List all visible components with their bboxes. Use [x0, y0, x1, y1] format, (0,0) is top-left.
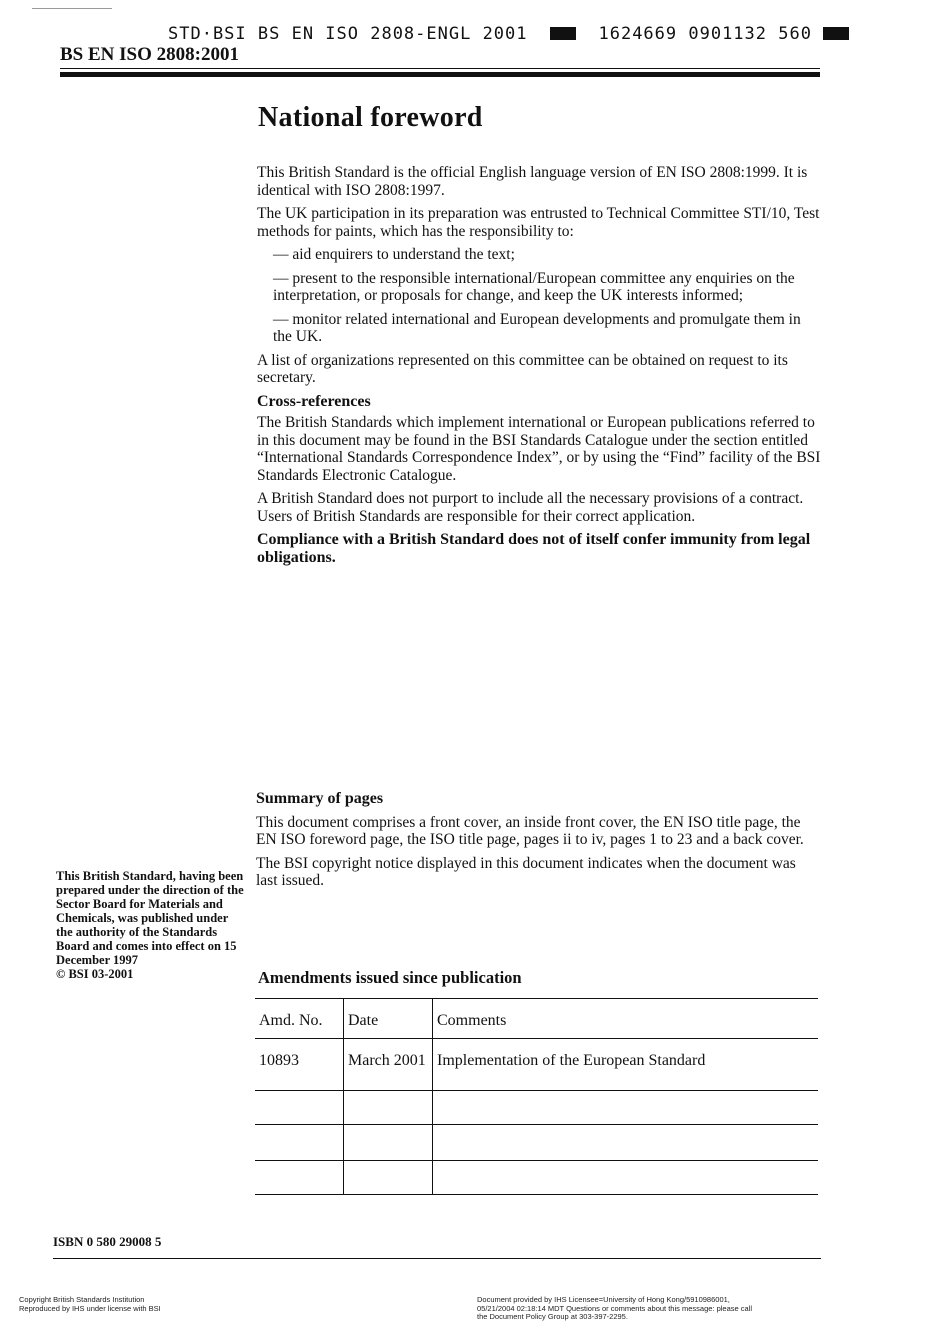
table-header-row — [255, 999, 818, 1039]
header-comments: Comments — [433, 999, 819, 1039]
cell-comments — [433, 1125, 819, 1161]
cell-amd-no: 10893 — [259, 1052, 299, 1069]
header-date: Date — [344, 999, 433, 1039]
footer-right-line3: the Document Policy Group at 303-397-2295. — [477, 1312, 628, 1321]
amendments-table — [255, 998, 818, 1195]
paragraph-organizations-list: A list of organizations represented on this committee can be obtained on request to its secretary. — [257, 351, 788, 386]
table-row — [255, 1161, 818, 1195]
header-amd-no: Amd. No. — [259, 1012, 323, 1029]
cell-amd-no — [255, 1125, 344, 1161]
bullet-monitor-developments: — monitor related international and European developments and promulgate them in the UK. — [273, 310, 801, 345]
crossref-heading: Cross-references — [257, 392, 371, 410]
summary-of-pages — [256, 790, 821, 896]
footer-left-line1: Copyright British Standards Institution — [19, 1295, 145, 1304]
page-title: National foreword — [258, 102, 483, 133]
amendments-title: Amendments issued since publication — [258, 968, 522, 987]
bullet-present-enquiries: — present to the responsible international/European committee any enquiries on the interpretation, or proposals for change, and keep the UK interests informed; — [273, 269, 795, 304]
foreword-body — [257, 164, 822, 572]
cell-amd-no — [255, 1161, 344, 1195]
sidenote-copyright: © BSI 03-2001 — [56, 967, 134, 981]
table-row — [255, 1091, 818, 1125]
cell-comments — [433, 1161, 819, 1195]
cell-amd-no — [255, 1091, 344, 1125]
header-rule-thin — [60, 68, 820, 69]
stamp-text: STD·BSI BS EN ISO 2808-ENGL 2001 — [168, 24, 528, 44]
stamp-codes: 1624669 0901132 560 — [598, 24, 812, 44]
table-row — [255, 1125, 818, 1161]
footer-right-line1: Document provided by IHS Licensee=University of Hong Kong/5910986001, — [477, 1295, 730, 1304]
cell-date — [344, 1125, 433, 1161]
compliance-statement: Compliance with a British Standard does not of itself confer immunity from legal obligations. — [257, 531, 811, 566]
footer-left-line2: Reproduced by IHS under license with BSI — [19, 1303, 161, 1313]
cell-comments: Implementation of the European Standard — [433, 1039, 819, 1091]
header-rule-thick — [60, 72, 820, 77]
paragraph-crossref: The British Standards which implement international or European publications referred to in this document may be found in the BSI Standards Catalogue under the section entitled “International Standards Correspondence Index”, or by using the “Find” facility of the BSI Standards Electronic Catalogue. — [257, 414, 821, 484]
summary-copyright-text: The BSI copyright notice displayed in this document indicates when the document was last issued. — [256, 854, 796, 889]
stamp-block — [550, 27, 576, 40]
standard-number: BS EN ISO 2808:2001 — [60, 44, 239, 65]
cell-comments — [433, 1091, 819, 1125]
sidenote-text: This British Standard, having been prepared under the direction of the Sector Board for Materials and Chemicals, was published under the authority of the Standards Board and comes into effect on 15 December 1997 — [56, 869, 244, 967]
stamp-block-end — [823, 27, 849, 40]
table-row — [255, 1039, 818, 1091]
cell-date — [344, 1091, 433, 1125]
footer-provider-notice — [477, 1296, 777, 1322]
document-stamp — [168, 24, 849, 44]
paragraph-contract: A British Standard does not purport to include all the necessary provisions of a contract. Users of British Standards are responsible for their correct application. — [257, 490, 804, 525]
isbn: ISBN 0 580 29008 5 — [53, 1234, 162, 1249]
summary-heading: Summary of pages — [256, 790, 384, 807]
paragraph-uk-participation: The UK participation in its preparation was entrusted to Technical Committee STI/10, Test methods for paints, which has the responsibility to: — [257, 205, 820, 240]
footer-right-line2: 05/21/2004 02:18:14 MDT Questions or comments about this message: please call — [477, 1303, 753, 1313]
publication-sidenote — [56, 869, 246, 981]
footer-rule — [53, 1258, 821, 1259]
footer-copyright — [19, 1296, 161, 1313]
paragraph-official-version: This British Standard is the official English language version of EN ISO 2808:1999. It is identical with ISO 2808:1997. — [257, 164, 808, 199]
summary-pages-text: This document comprises a front cover, an inside front cover, the EN ISO title page, the EN ISO foreword page, the ISO title page, pages ii to iv, pages 1 to 23 and a back cover. — [256, 813, 804, 848]
cell-date: March 2001 — [344, 1039, 433, 1091]
bullet-aid-enquirers: — aid enquirers to understand the text; — [273, 246, 515, 263]
cell-date — [344, 1161, 433, 1195]
scan-artifact-line — [32, 8, 112, 9]
